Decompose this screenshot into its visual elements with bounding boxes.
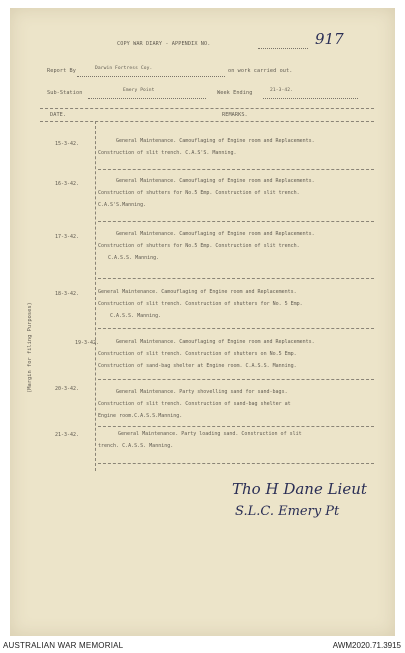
entry-rule	[98, 278, 374, 279]
remarks-line: C.A.S.S. Manning.	[108, 255, 160, 261]
footer-accession-number: AWM2020.71.3915	[332, 641, 401, 650]
remarks-line: General Maintenance. Camouflaging of Engine room and Replacements.	[116, 339, 315, 345]
appendix-dotted-line	[258, 48, 308, 49]
remarks-line: General Maintenance. Camouflaging of Engine room and Replacements.	[116, 178, 315, 184]
entry-rule	[98, 426, 374, 427]
on-work-label: on work carried out.	[228, 68, 293, 74]
remarks-line: General Maintenance. Camouflaging of Engine room and Replacements.	[98, 289, 297, 295]
report-by-dotted-line	[77, 76, 225, 77]
entry-rule	[98, 463, 374, 464]
entry-date: 18-3-42.	[55, 291, 80, 297]
remarks-line: trench. C.A.S.S. Manning.	[98, 443, 174, 449]
entry-remarks	[98, 286, 390, 322]
sub-station-dotted-line	[88, 98, 206, 99]
sub-station-label: Sub-Station	[47, 90, 83, 96]
remarks-line: Engine room.C.A.S.S.Manning.	[98, 413, 183, 419]
remarks-line: Construction of slit trench. Construction of sand-bag shelter at	[98, 401, 291, 407]
page-title: COPY WAR DIARY - APPENDIX NO.	[117, 41, 211, 47]
entry-remarks	[98, 336, 390, 372]
margin-note: (Margin for filing Purposes)	[27, 302, 33, 393]
report-by-value: Darwin Fortress Coy.	[95, 66, 153, 71]
remarks-line: General Maintenance. Party shovelling sand for sand-bags.	[116, 389, 288, 395]
remarks-line: General Maintenance. Camouflaging of Engine room and Replacements.	[116, 138, 315, 144]
remarks-line: General Maintenance. Party loading sand. Construction of slit	[118, 431, 302, 437]
sub-station-value: Emery Point	[123, 88, 155, 93]
week-ending-value: 21-3-42.	[270, 88, 293, 93]
remarks-line: Construction of slit trench. Construction of shutters for No. 5 Emp.	[98, 301, 303, 307]
remarks-line: C.A.S'S.Manning.	[98, 202, 147, 208]
entry-date: 15-3-42.	[55, 141, 80, 147]
signature-line-1: Tho H Dane Lieut	[232, 480, 367, 498]
entry-date: 20-3-42.	[55, 386, 80, 392]
document-page	[10, 8, 395, 636]
remarks-line: C.A.S.S. Manning.	[110, 313, 162, 319]
footer-source: AUSTRALIAN WAR MEMORIAL	[3, 641, 124, 650]
week-ending-label: Week Ending	[217, 90, 253, 96]
remarks-line: Construction of slit trench. C.A.S'S. Manning.	[98, 150, 237, 156]
entry-remarks	[98, 386, 390, 422]
entry-date: 21-3-42.	[55, 432, 80, 438]
entry-remarks	[98, 135, 390, 159]
remarks-line: Construction of sand-bag shelter at Engine room. C.A.S.S. Manning.	[98, 363, 297, 369]
week-ending-dotted-line	[263, 98, 358, 99]
entry-rule	[98, 328, 374, 329]
date-column-separator	[95, 121, 96, 471]
entry-remarks	[98, 428, 390, 452]
entry-date: 16-3-42.	[55, 181, 80, 187]
table-header-rule	[40, 121, 374, 122]
remarks-line: Construction of shutters for No.5 Emp. Construction of slit trench.	[98, 243, 300, 249]
table-top-rule	[40, 108, 374, 109]
remarks-line: General Maintenance. Camouflaging of Engine room and Replacements.	[116, 231, 315, 237]
entry-remarks	[98, 175, 390, 211]
remarks-line: Construction of shutters for No.5 Emp. Construction of slit trench.	[98, 190, 300, 196]
entry-rule	[98, 221, 374, 222]
entry-remarks	[98, 228, 390, 264]
date-column-header: DATE.	[50, 112, 67, 118]
remarks-column-header: REMARKS.	[222, 112, 248, 118]
signature-line-2: S.L.C. Emery Pt	[235, 504, 340, 519]
remarks-line: Construction of slit trench. Construction of shutters on No.5 Emp.	[98, 351, 297, 357]
footer-bar	[0, 636, 405, 653]
appendix-number: 917	[315, 30, 344, 48]
report-by-label: Report By	[47, 68, 77, 74]
entry-rule	[98, 169, 374, 170]
entry-date: 17-3-42.	[55, 234, 80, 240]
entry-rule	[98, 379, 374, 380]
entry-date: 19-3-42.	[75, 340, 100, 346]
